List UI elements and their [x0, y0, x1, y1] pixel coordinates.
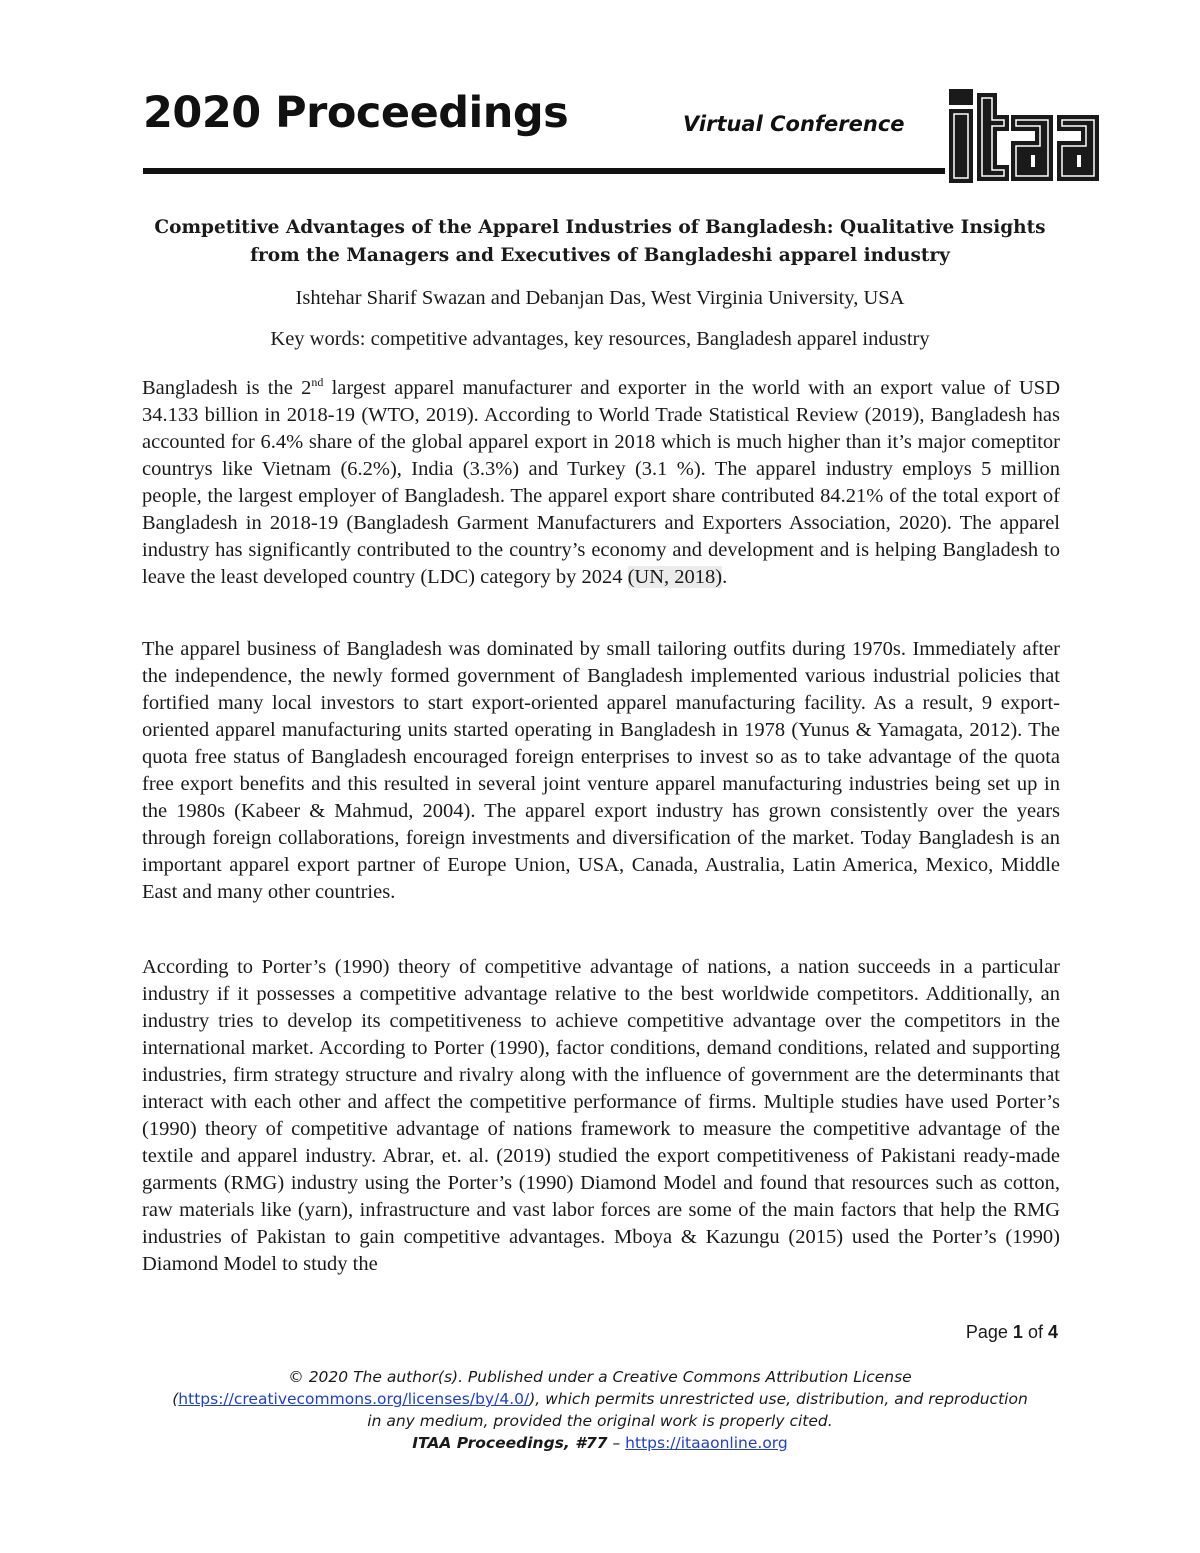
paper-title-line2: from the Managers and Executives of Bangladeshi apparel industry	[250, 245, 950, 266]
page-of: of	[1027, 1322, 1043, 1342]
license-line-3: in any medium, provided the original work is properly cited.	[367, 1412, 833, 1430]
license-footer	[100, 1366, 1100, 1454]
body-paragraph-2: The apparel business of Bangladesh was dominated by small tailoring outfits during 1970s. Immediately after the independence, the newly formed government of Bangladesh implemented various industrial policies that fortified many local investors to start export-oriented apparel manufacturing facility. As a result, 9 export-oriented apparel manufacturing units started operating in Bangladesh in 1978 (Yunus & Yamagata, 2012). The quota free status of Bangladesh encouraged foreign enterprises to invest so as to take advantage of the quota free export benefits and this resulted in several joint venture apparel manufacturing industries being set up in the 1980s (Kabeer & Mahmud, 2004). The apparel export industry has grown consistently over the years through foreign collaborations, foreign investments and diversification of the market. Today Bangladesh is an important apparel export partner of Europe Union, USA, Canada, Australia, Latin America, Mexico, Middle East and many other countries.	[142, 638, 1060, 903]
license-line-1: © 2020 The author(s). Published under a Creative Commons Attribution License	[288, 1368, 912, 1386]
page-total: 4	[1047, 1322, 1058, 1342]
ordinal-suffix: nd	[311, 375, 324, 390]
body-paragraph-1	[142, 375, 1060, 591]
body-paragraph-3: According to Porter’s (1990) theory of competitive advantage of nations, a nation succeeds in a particular industry if it possesses a competitive advantage relative to the best worldwide competitors. Additionally, an industry tries to develop its competitiveness to achieve competitive advantage over the competitors in the international market. According to Porter (1990), factor conditions, demand conditions, related and supporting industries, firm strategy structure and rivalry along with the influence of government are the determinants that interact with each other and affect the competitive performance of firms. Multiple studies have used Porter’s (1990) theory of competitive advantage of nations framework to measure the competitive advantage of the textile and apparel industry. Abrar, et. al. (2019) studied the export competitiveness of Pakistani ready-made garments (RMG) industry using the Porter’s (1990) Diamond Model and found that resources such as cotton, raw materials like (yarn), infrastructure and vast labor forces are some of the main factors that help the RMG industries of Pakistan to gain competitive advantages. Mboya & Kazungu (2015) used the Porter’s (1990) Diamond Model to study the	[142, 956, 1060, 1275]
license-open-paren: (	[172, 1390, 179, 1408]
paper-title	[100, 214, 1100, 270]
paper-authors: Ishtehar Sharif Swazan and Debanjan Das, West Virginia University, USA	[295, 287, 905, 309]
p1-text-b: largest apparel manufacturer and exporter in the world with an export value of USD 34.133 billion in 2018-19 (WTO, 2019). According to World Trade Statistical Review (2019), Bangladesh has accounted for 6.4% share of the global apparel export in 2018 which is much higher than it’s major comeptitor countrys like Vietnam (6.2%), India (3.3%) and Turkey (3.1 %). The apparel industry employs 5 million people, the largest employer of Bangladesh. The apparel export share contributed 84.21% of the total export of Bangladesh in 2018-19 (Bangladesh Garment Manufacturers and Exporters Association, 2020). The apparel industry has significantly contributed to the country’s economy and development and is helping Bangladesh to leave the least developed country (LDC) category by 2024	[142, 377, 1060, 588]
p1-text-a: Bangladesh is the 2	[142, 377, 312, 399]
header-rule	[143, 168, 945, 174]
license-link[interactable]: https://creativecommons.org/licenses/by/4.0/	[178, 1390, 530, 1408]
itaa-site-link[interactable]: https://itaaonline.org	[625, 1434, 788, 1452]
conference-subtitle: Virtual Conference	[683, 112, 905, 136]
page-number	[966, 1322, 1058, 1343]
proceedings-number: ITAA Proceedings, #77	[412, 1434, 608, 1452]
proceedings-dash: –	[607, 1434, 626, 1452]
license-line-2	[100, 1388, 1100, 1410]
page-label: Page	[965, 1322, 1008, 1342]
p1-text-end: .	[722, 566, 728, 588]
paper-keywords: Key words: competitive advantages, key resources, Bangladesh apparel industry	[270, 328, 930, 350]
paper-title-line1: Competitive Advantages of the Apparel Industries of Bangladesh: Qualitative Insights	[154, 217, 1046, 238]
page-current: 1	[1012, 1322, 1023, 1342]
proceedings-line	[100, 1432, 1100, 1454]
proceedings-title: 2020 Proceedings	[143, 88, 569, 138]
itaa-logo	[946, 86, 1110, 186]
license-rest: ), which permits unrestricted use, distribution, and reproduction	[529, 1390, 1028, 1408]
citation-un-2018[interactable]: (UN, 2018)	[627, 566, 723, 588]
logo-text: itaa	[946, 86, 948, 87]
